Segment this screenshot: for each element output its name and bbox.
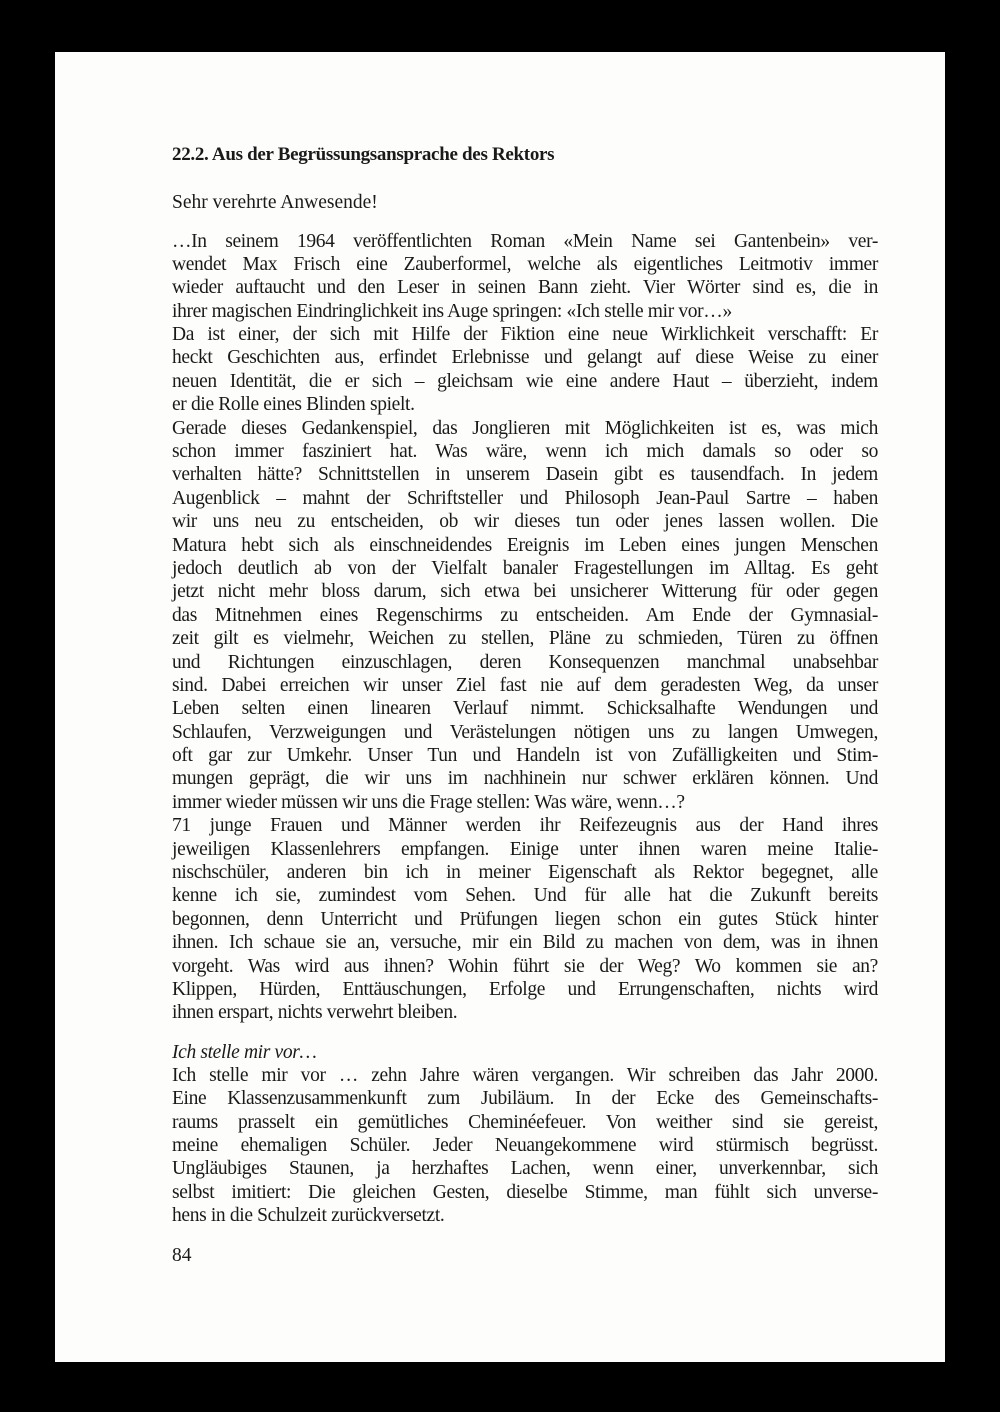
text-line: ihrer magischen Eindringlichkeit ins Auge springen: «Ich stelle mir vor…» [172, 300, 732, 322]
text-line: jedoch deutlich ab von der Vielfalt banaler Fragestellungen im Alltag. Es geht [172, 557, 878, 579]
text-line: und Richtungen einzuschlagen, deren Konsequenzen manchmal unabsehbar [172, 651, 878, 673]
text-line: sind. Dabei erreichen wir unser Ziel fast nie auf dem geradesten Weg, da unser [172, 674, 878, 696]
text-line: begonnen, denn Unterricht und Prüfungen liegen schon ein gutes Stück hinter [172, 908, 878, 930]
final-section [172, 1041, 878, 1228]
text-line: ihnen erspart, nichts verwehrt bleiben. [172, 1002, 458, 1024]
text-line: er die Rolle eines Blinden spielt. [172, 394, 415, 416]
text-line: Klippen, Hürden, Enttäuschungen, Erfolge und Errungenschaften, nichts wird [172, 979, 878, 1000]
text-line: Augenblick – mahnt der Schriftsteller und Philosoph Jean-Paul Sartre – haben [172, 487, 878, 509]
text-line: Matura hebt sich als einschneidendes Ereignis im Leben eines jungen Menschen [172, 534, 878, 556]
text-line: wir uns neu zu entscheiden, ob wir dieses tun oder jenes lassen wollen. Die [172, 511, 878, 533]
page-number: 84 [172, 1245, 192, 1266]
text-line: schon immer fasziniert hat. Was wäre, wenn ich mich damals so oder so [172, 441, 878, 463]
text-line: jetzt nicht mehr bloss darum, sich etwa bei unsicherer Witterung für oder gegen [172, 581, 878, 603]
paragraph [172, 230, 878, 324]
paragraph [172, 323, 878, 417]
text-line: Da ist einer, der sich mit Hilfe der Fiktion eine neue Wirklichkeit verschafft: Er [172, 324, 878, 346]
section-heading: 22.2. Aus der Begrüssungsansprache des Rektors [172, 144, 555, 165]
text-line: selbst imitiert: Die gleichen Gesten, dieselbe Stimme, man fühlt sich unverse- [172, 1181, 878, 1203]
paragraph [172, 814, 878, 1025]
text-line: wendet Max Frisch eine Zauberformel, welche als eigentliches Leitmotiv immer [172, 253, 878, 275]
text-line: raums prasselt ein gemütliches Cheminéefeuer. Von weither sind sie gereist, [172, 1111, 878, 1133]
paragraph [172, 417, 878, 815]
main-text [172, 230, 878, 1025]
text-line: hens in die Schulzeit zurückversetzt. [172, 1205, 445, 1227]
text-line: jeweiligen Klassenlehrers empfangen. Einige unter ihnen waren meine Italie- [172, 838, 878, 860]
salutation: Sehr verehrte Anwesende! [172, 192, 378, 213]
text-line: heckt Geschichten aus, erfindet Erlebnisse und gelangt auf diese Weise zu einer [172, 347, 878, 369]
text-line: vorgeht. Was wird aus ihnen? Wohin führt sie der Weg? Wo kommen sie an? [172, 955, 878, 977]
text-line: …In seinem 1964 veröffentlichten Roman «Mein Name sei Gantenbein» ver- [172, 230, 878, 252]
text-line: mungen geprägt, die wir uns im nachhinein nur schwer erklären können. Und [172, 768, 878, 790]
paragraph [172, 1064, 878, 1228]
text-line: oft gar zur Umkehr. Unser Tun und Handeln ist von Zufälligkeiten und Stim- [172, 745, 878, 767]
text-line: Schlaufen, Verzweigungen und Verästelungen nötigen uns zu langen Umwegen, [172, 721, 878, 743]
text-line: 71 junge Frauen und Männer werden ihr Reifezeugnis aus der Hand ihres [172, 815, 878, 837]
text-line: Leben selten einen linearen Verlauf nimmt. Schicksalhafte Wendungen und [172, 698, 878, 720]
text-line: wieder auftaucht und den Leser in seinen Bann zieht. Vier Wörter sind es, die in [172, 277, 878, 299]
text-line: kenne ich sie, zumindest vom Sehen. Und für alle hat die Zukunft bereits [172, 885, 878, 907]
text-line: zeit gilt es vielmehr, Weichen zu stellen, Pläne zu schmieden, Türen zu öffnen [172, 628, 878, 650]
text-line: Ungläubiges Staunen, ja herzhaftes Lachen, wenn einer, unverkennbar, sich [172, 1158, 878, 1180]
subheading: Ich stelle mir vor… [172, 1041, 317, 1063]
text-line: nischschüler, anderen bin ich in meiner Eigenschaft als Rektor begegnet, alle [172, 862, 878, 884]
text-line: verhalten hätte? Schnittstellen in unserem Dasein gibt es tausendfach. In jedem [172, 464, 878, 486]
text-line: Gerade dieses Gedankenspiel, das Jonglieren mit Möglichkeiten ist es, was mich [172, 417, 878, 439]
text-line: meine ehemaligen Schüler. Jeder Neuangekommene wird stürmisch begrüsst. [172, 1135, 878, 1157]
text-line: ihnen. Ich schaue sie an, versuche, mir ein Bild zu machen von dem, was in ihnen [172, 932, 878, 954]
text-line: Ich stelle mir vor … zehn Jahre wären vergangen. Wir schreiben das Jahr 2000. [172, 1064, 878, 1086]
text-line: immer wieder müssen wir uns die Frage stellen: Was wäre, wenn…? [172, 791, 685, 813]
text-line: neuen Identität, die er sich – gleichsam wie eine andere Haut – überzieht, indem [172, 370, 878, 392]
text-line: Eine Klassenzusammenkunft zum Jubiläum. In der Ecke des Gemeinschafts- [172, 1088, 878, 1110]
text-line: das Mitnehmen eines Regenschirms zu entscheiden. Am Ende der Gymnasial- [172, 604, 878, 626]
